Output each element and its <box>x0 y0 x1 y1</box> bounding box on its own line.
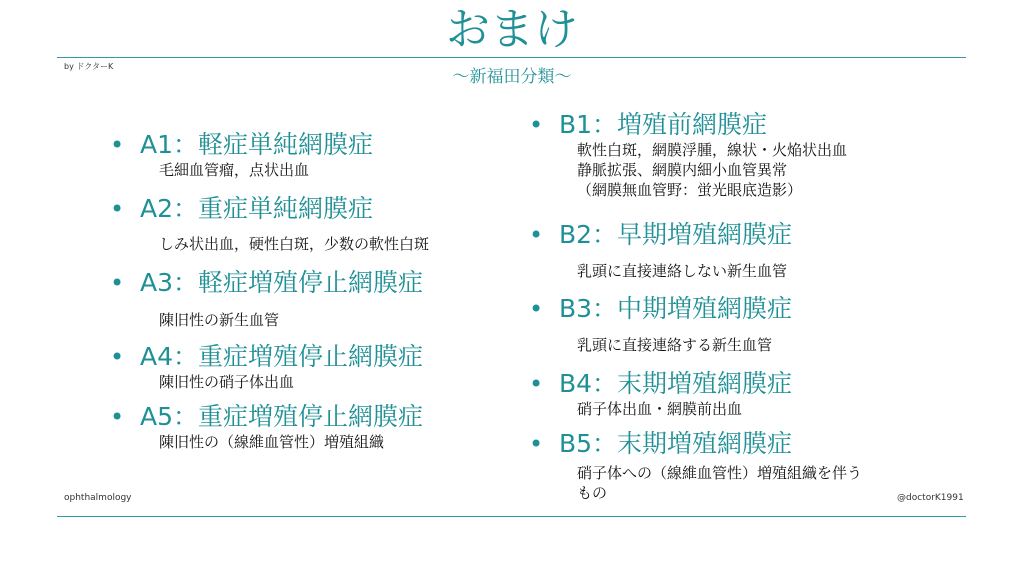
list-item-b4 <box>529 369 793 419</box>
footer-left-text: ophthalmology <box>64 493 132 503</box>
bottom-divider <box>57 516 966 517</box>
list-item-a4 <box>110 342 424 392</box>
item-description: （網膜無血管野：蛍光眼底造影） <box>577 181 803 199</box>
footer-right-text: @doctorK1991 <box>897 493 964 503</box>
bullet-icon: • <box>529 295 544 323</box>
item-description: 軟性白斑，網膜浮腫，線状・火焔状出血 <box>577 141 848 159</box>
item-heading: B3：中期増殖網膜症 <box>559 294 793 323</box>
item-description: もの <box>577 484 608 502</box>
item-description: 静脈拡張、網膜内細小血管異常 <box>577 161 788 179</box>
bullet-icon: • <box>110 269 125 297</box>
item-heading: A2：重症単純網膜症 <box>140 194 374 223</box>
item-heading: B4：末期増殖網膜症 <box>559 369 793 398</box>
byline: by ドクターK <box>64 62 114 71</box>
list-item-a5 <box>110 402 424 452</box>
bullet-icon: • <box>529 430 544 458</box>
list-item-a1 <box>110 130 374 180</box>
item-heading: B1：増殖前網膜症 <box>559 110 768 139</box>
item-heading: B5：末期増殖網膜症 <box>559 429 793 458</box>
item-heading: A5：重症増殖停止網膜症 <box>140 402 424 431</box>
bullet-icon: • <box>110 195 125 223</box>
item-description: 陳旧性の硝子体出血 <box>159 373 295 391</box>
item-heading: B2：早期増殖網膜症 <box>559 220 793 249</box>
bullet-icon: • <box>529 111 544 139</box>
item-description: しみ状出血，硬性白斑，少数の軟性白斑 <box>159 235 430 253</box>
list-item-b5 <box>529 429 863 503</box>
list-item-a3 <box>110 268 424 330</box>
item-heading: A4：重症増殖停止網膜症 <box>140 342 424 371</box>
top-divider <box>57 57 966 58</box>
list-item-a2 <box>110 194 430 254</box>
item-description: 乳頭に直接連絡する新生血管 <box>577 336 773 354</box>
list-item-b3 <box>529 294 793 355</box>
list-item-b2 <box>529 220 793 281</box>
item-description: 陳旧性の新生血管 <box>159 311 280 329</box>
slide-subtitle: 〜新福田分類〜 <box>452 67 572 87</box>
bullet-icon: • <box>529 370 544 398</box>
bullet-icon: • <box>110 403 125 431</box>
bullet-icon: • <box>110 343 125 371</box>
bullet-icon: • <box>110 131 125 159</box>
item-description: 乳頭に直接連絡しない新生血管 <box>577 262 788 280</box>
item-description: 硝子体出血・網膜前出血 <box>577 400 743 418</box>
item-description: 硝子体への（線維血管性）増殖組織を伴う <box>577 464 863 482</box>
item-heading: A3：軽症増殖停止網膜症 <box>140 268 424 297</box>
bullet-icon: • <box>529 221 544 249</box>
list-item-b1 <box>529 110 848 200</box>
item-heading: A1：軽症単純網膜症 <box>140 130 374 159</box>
item-description: 陳旧性の（線維血管性）増殖組織 <box>159 433 385 451</box>
slide-title: おまけ <box>446 4 578 55</box>
item-description: 毛細血管瘤，点状出血 <box>159 161 310 179</box>
